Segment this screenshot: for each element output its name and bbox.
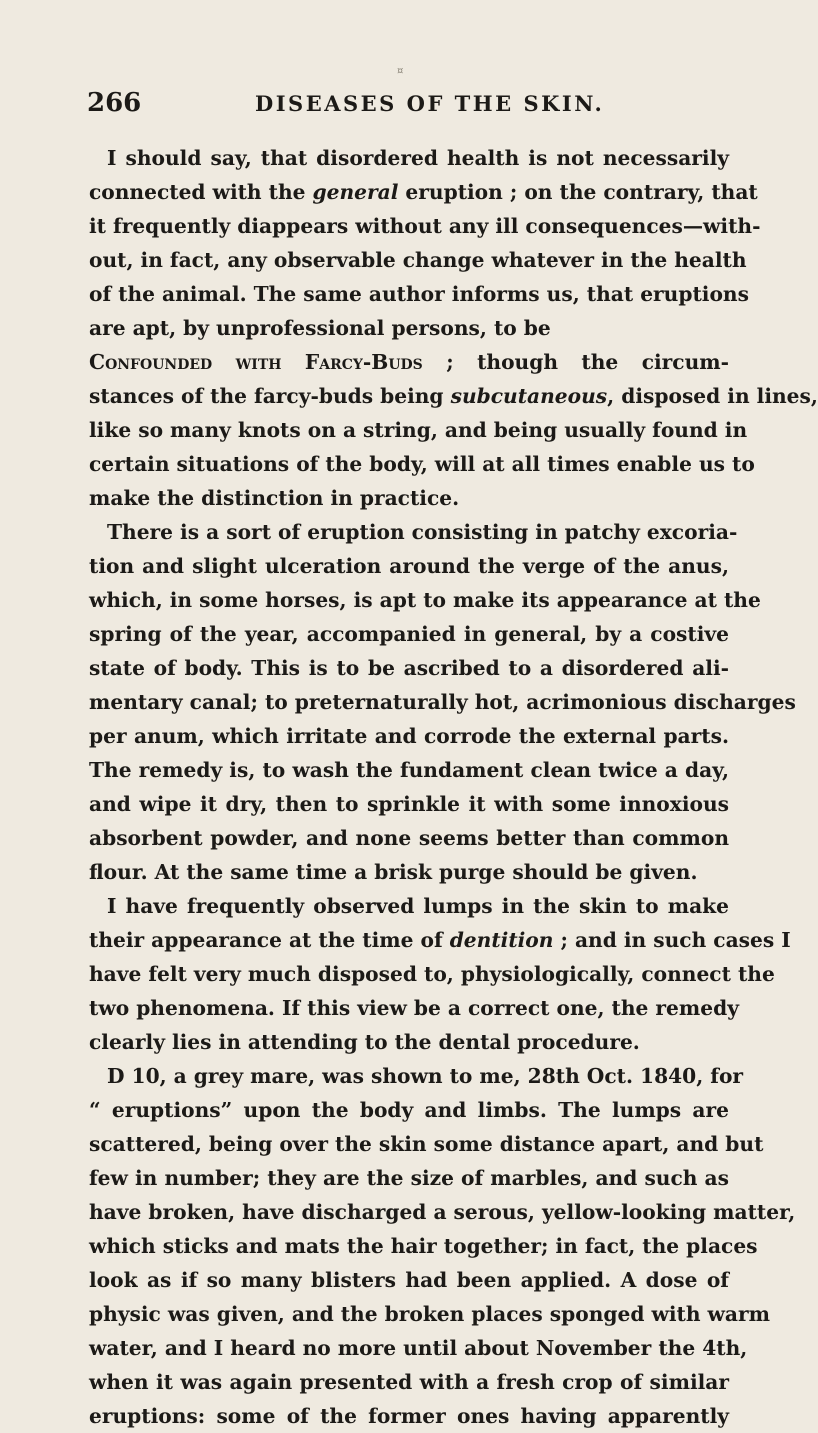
text-line: connected with the general eruption ; on the contrary, that (89, 180, 758, 204)
page-number: 266 (87, 88, 142, 118)
text-line: are apt, by unprofessional persons, to be (89, 316, 551, 340)
text-line: absorbent powder, and none seems better than common (89, 826, 729, 850)
text-line: make the distinction in practice. (89, 486, 460, 510)
text-line: mentary canal; to preternaturally hot, acrimonious discharges (89, 690, 796, 714)
text-line: state of body. This is to be ascribed to a disordered ali- (89, 656, 729, 680)
text-line: There is a sort of eruption consisting in patchy excoria- (107, 520, 738, 544)
text-line: water, and I heard no more until about November the 4th, (89, 1336, 748, 1360)
text-line: stances of the farcy-buds being subcutaneous, disposed in lines, (89, 384, 818, 408)
text-line: two phenomena. If this view be a correct one, the remedy (89, 996, 739, 1020)
italic-phrase: general (312, 180, 399, 204)
text-line: Confounded with Farcy-Buds ; though the circum- (89, 350, 729, 374)
text-line: when it was again presented with a fresh crop of similar (89, 1370, 729, 1394)
text-line: certain situations of the body, will at all times enable us to (89, 452, 755, 476)
text-line: it frequently diappears without any ill consequences—with- (89, 214, 761, 238)
text-line: few in number; they are the size of marbles, and such as (89, 1166, 729, 1190)
text-line: like so many knots on a string, and being usually found in (89, 418, 748, 442)
text-line: physic was given, and the broken places sponged with warm (89, 1302, 771, 1326)
text-line: and wipe it dry, then to sprinkle it with some innoxious (89, 792, 729, 816)
text-line: which sticks and mats the hair together; in fact, the places (89, 1234, 758, 1258)
text-line: scattered, being over the skin some distance apart, and but (89, 1132, 764, 1156)
text-line: spring of the year, accompanied in general, by a costive (89, 622, 729, 646)
body-text (89, 141, 818, 1433)
text-line: have broken, have discharged a serous, yellow-looking matter, (89, 1200, 796, 1224)
text-line: tion and slight ulceration around the verge of the anus, (89, 554, 729, 578)
text-line: I have frequently observed lumps in the skin to make (107, 894, 729, 918)
text-line: have felt very much disposed to, physiologically, connect the (89, 962, 775, 986)
text-line: I should say, that disordered health is not necessarily (107, 146, 729, 170)
text-line: which, in some horses, is apt to make its appearance at the (89, 588, 761, 612)
printer-mark: ¤ (397, 66, 404, 77)
text-line: flour. At the same time a brisk purge should be given. (89, 860, 698, 884)
text-line: their appearance at the time of dentition ; and in such cases I (89, 928, 791, 952)
page-header (87, 88, 727, 128)
text-line: eruptions: some of the former ones having apparently (89, 1404, 729, 1428)
text-line: “ eruptions” upon the body and limbs. The lumps are (89, 1098, 729, 1122)
italic-phrase: dentition (449, 928, 554, 952)
italic-phrase: subcutaneous (450, 384, 608, 408)
text-line: look as if so many blisters had been applied. A dose of (89, 1268, 729, 1292)
text-line: per anum, which irritate and corrode the external parts. (89, 724, 729, 748)
text-line: of the animal. The same author informs us, that eruptions (89, 282, 749, 306)
text-line: out, in fact, any observable change whatever in the health (89, 248, 747, 272)
small-caps-heading: Confounded with Farcy-Buds (89, 350, 423, 374)
running-head: DISEASES OF THE SKIN. (255, 91, 605, 116)
text-line: clearly lies in attending to the dental procedure. (89, 1030, 640, 1054)
text-line: D 10, a grey mare, was shown to me, 28th Oct. 1840, for (107, 1064, 744, 1088)
text-line: The remedy is, to wash the fundament clean twice a day, (89, 758, 729, 782)
